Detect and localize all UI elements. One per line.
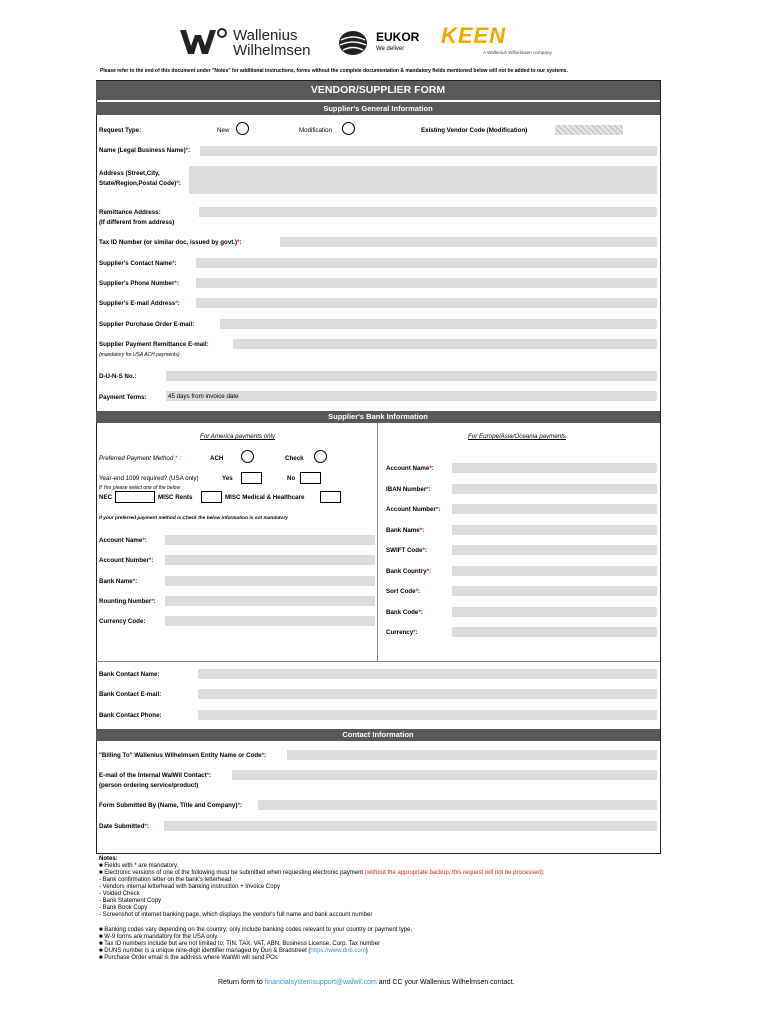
bank-contact-email-label: Bank Contact E-mail: (99, 691, 162, 698)
bank-info-header: Supplier's Bank Information (96, 411, 660, 423)
general-info-header: Supplier's General Information (96, 102, 660, 115)
return-form-line: Return form to financialsystemsupport@walwil.com and CC your Wallenius Wilhelmsen contact. (218, 979, 515, 986)
yes-checkbox[interactable] (241, 472, 262, 484)
email-label: Supplier's E-mail Address*: (99, 300, 180, 307)
eu-bank-country-label: Bank Country*: (386, 568, 432, 575)
us-account-name-field[interactable] (165, 535, 375, 545)
bank-contact-phone-label: Bank Contact Phone: (99, 712, 162, 719)
misc-medical-label: MISC Medical & Healthcare (225, 494, 305, 501)
note-duns: ■ DUNS number is a unique nine-digit identifier managed by Dun & Bradstreet (https://www.dnb.com) (99, 948, 368, 954)
eu-bank-name-label: Bank Name*: (386, 527, 425, 534)
us-bank-name-label: Bank Name*: (99, 578, 138, 585)
note-item: - Vendors internal letterhead with banking instruction + Invoice Copy (99, 884, 280, 890)
eu-iban-label: IBAN Number*: (386, 486, 431, 493)
misc-medical-checkbox[interactable] (320, 491, 341, 503)
ww-logo-line2: Wilhelmsen (233, 42, 311, 59)
email-field[interactable] (196, 298, 657, 308)
eukor-logo: EUKOR (376, 30, 420, 44)
eu-account-number-label: Account Number*: (386, 506, 441, 513)
check-note: If your preferred payment method is Check the below information is not mandatory (99, 516, 288, 521)
duns-field[interactable] (166, 371, 657, 381)
note-electronic: ■ Electronic versions of one of the following must be submitted when requesting electronic payment (without the appropriate backup, this request will not be processed): (99, 870, 545, 876)
remit-email-note: (mandatory for USA ACH payments) (99, 352, 180, 358)
note-banking-codes: ■ Banking codes vary depending on the country; only include banking codes relevant to your country or payment type. (99, 927, 413, 933)
eu-account-number-field[interactable] (452, 504, 657, 514)
contact-info-header: Contact Information (96, 729, 660, 741)
year-end-label: Year-end 1099 required? (USA only) (99, 475, 199, 482)
tax-id-field[interactable] (280, 237, 657, 247)
bank-contact-name-field[interactable] (198, 669, 657, 679)
internal-email-label-2: (person ordering service/product) (99, 782, 199, 789)
us-routing-label: Rounting Number*: (99, 598, 156, 605)
eu-account-name-label: Account Name*: (386, 465, 434, 472)
eu-bank-name-field[interactable] (452, 525, 657, 535)
date-submitted-label: Date Submitted*: (99, 823, 149, 830)
payment-terms-value: 45 days from invoice date (168, 393, 239, 400)
eukor-tagline: We deliver (376, 46, 405, 52)
us-account-number-label: Account Number*: (99, 557, 154, 564)
bank-divider (96, 661, 660, 662)
ach-label: ACH (210, 455, 224, 462)
yes-label: Yes (222, 475, 233, 482)
remittance-label-1: Remittance Address: (99, 209, 161, 216)
note-item: - Bank confirmation letter on the bank's letterhead (99, 877, 232, 883)
no-checkbox[interactable] (300, 472, 321, 484)
internal-email-field[interactable] (232, 770, 657, 780)
dnb-link[interactable]: https://www.dnb.com (310, 948, 366, 954)
legal-name-label: Name (Legal Business Name)*: (99, 147, 191, 154)
address-label-1: Address (Street,City, (99, 170, 160, 177)
select-one-note: If Yes please select one of the below (99, 485, 181, 491)
contact-name-field[interactable] (196, 258, 657, 268)
eu-sort-code-field[interactable] (452, 586, 657, 596)
legal-name-field[interactable] (200, 146, 657, 156)
eu-sort-code-label: Sort Code*: (386, 588, 421, 595)
contact-name-label: Supplier's Contact Name*: (99, 260, 177, 267)
tax-id-label: Tax ID Number (or similar doc. issued by govt.)*: (99, 239, 242, 246)
eu-iban-field[interactable] (452, 484, 657, 494)
remit-email-label: Supplier Payment Remittance E-mail: (99, 341, 209, 348)
us-routing-field[interactable] (165, 596, 375, 606)
new-label: New (217, 127, 230, 134)
submitted-by-label: Form Submitted By (Name, Title and Company)*: (99, 802, 242, 809)
billing-to-field[interactable] (287, 750, 657, 760)
note-item: - Screenshot of internet banking page, which displays the vendor's full name and bank account number (99, 912, 373, 918)
new-radio[interactable] (236, 122, 249, 135)
note-item: - Bank Book Copy (99, 905, 148, 911)
internal-email-label-1: E-mail of the Internal WalWil Contact*: (99, 772, 212, 779)
nec-label: NEC (99, 494, 113, 501)
bank-column-divider (377, 423, 378, 661)
nec-checkbox[interactable] (115, 491, 155, 503)
us-bank-name-field[interactable] (165, 576, 375, 586)
misc-rents-label: MISC Rents (158, 494, 193, 501)
eu-bank-code-label: Bank Code*: (386, 609, 423, 616)
check-label: Check (285, 455, 304, 462)
existing-code-label: Existing Vendor Code (Modification) (421, 127, 528, 134)
notes-title: Notes: (99, 856, 118, 862)
misc-rents-checkbox[interactable] (201, 491, 222, 503)
eukor-globe-icon (337, 30, 369, 56)
date-submitted-field[interactable] (164, 821, 657, 831)
po-email-field[interactable] (220, 319, 657, 329)
bank-contact-phone-field[interactable] (198, 710, 657, 720)
eu-account-name-field[interactable] (452, 463, 657, 473)
note-item: - Bank Statement Copy (99, 898, 162, 904)
us-account-name-label: Account Name*: (99, 537, 147, 544)
bank-contact-name-label: Bank Contact Name: (99, 671, 160, 678)
duns-label: D-U-N-S No.: (99, 373, 137, 380)
keen-logo: KEEN (441, 23, 507, 48)
eu-bank-code-field[interactable] (452, 607, 657, 617)
address-label-2: State/Region,Postal Code)*: (99, 180, 181, 187)
billing-to-label: "Billing To" Wallenius Wilhelmsen Entity Name or Code*: (99, 752, 267, 759)
eu-currency-field[interactable] (452, 627, 657, 637)
bank-contact-email-field[interactable] (198, 689, 657, 699)
note-tax-id: ■ Tax ID numbers include but are not limited to: TIN, TAX, VAT, ABN, Business License, Corp. Tax number (99, 941, 380, 947)
pref-method-label: Preferred Payment Method * : (99, 455, 181, 462)
submitted-by-field[interactable] (258, 800, 657, 810)
po-email-label: Supplier Purchase Order E-mail: (99, 321, 195, 328)
modification-radio[interactable] (342, 122, 355, 135)
note-item: - Voided Check (99, 891, 140, 897)
phone-field[interactable] (196, 278, 657, 288)
keen-tagline: A Wallenius Wilhelmsen company (483, 50, 552, 55)
no-label: No (287, 475, 296, 482)
remittance-field[interactable] (199, 207, 657, 217)
ach-radio[interactable] (241, 450, 254, 463)
ww-logo-line1: Wallenius (233, 27, 298, 44)
us-account-number-field[interactable] (165, 555, 375, 565)
us-currency-label: Currency Code: (99, 618, 146, 625)
eu-swift-label: SWIFT Code*: (386, 547, 427, 554)
phone-label: Supplier's Phone Number*: (99, 280, 179, 287)
request-type-label: Request Type: (99, 127, 142, 134)
instruction-text: Please refer to the end of this document under "Notes" for additional instructions, forms without the complete documentation & mandatory fields mentioned below will not be added to our systems. (100, 68, 568, 74)
ww-logo-icon (178, 27, 228, 57)
americas-heading: For America payments only (200, 433, 276, 440)
eu-heading: For Europe/Asia/Oceania payments (468, 433, 567, 440)
support-email-link[interactable]: financialsystemsupport@walwil.com (264, 979, 377, 986)
modification-label: Modification (299, 127, 333, 134)
eu-currency-label: Currency*: (386, 629, 418, 636)
eu-swift-field[interactable] (452, 545, 657, 555)
payment-terms-field[interactable] (166, 391, 657, 401)
eu-bank-country-field[interactable] (452, 566, 657, 576)
payment-terms-label: Payment Terms: (99, 394, 147, 401)
us-currency-field[interactable] (165, 616, 375, 626)
remittance-label-2: (If different from address) (99, 219, 175, 226)
note-w9: ■ W-9 forms are mandatory for the USA only. (99, 934, 219, 940)
existing-code-field[interactable] (555, 125, 623, 135)
address-field[interactable] (189, 166, 657, 194)
remit-email-field[interactable] (233, 339, 657, 349)
note-mandatory: ■ Fields with * are mandatory. (99, 863, 179, 869)
check-radio[interactable] (314, 450, 327, 463)
form-title: VENDOR/SUPPLIER FORM (96, 81, 660, 100)
note-po-email: ■ Purchase Order email is the address where WalWil will send POs (99, 955, 278, 961)
